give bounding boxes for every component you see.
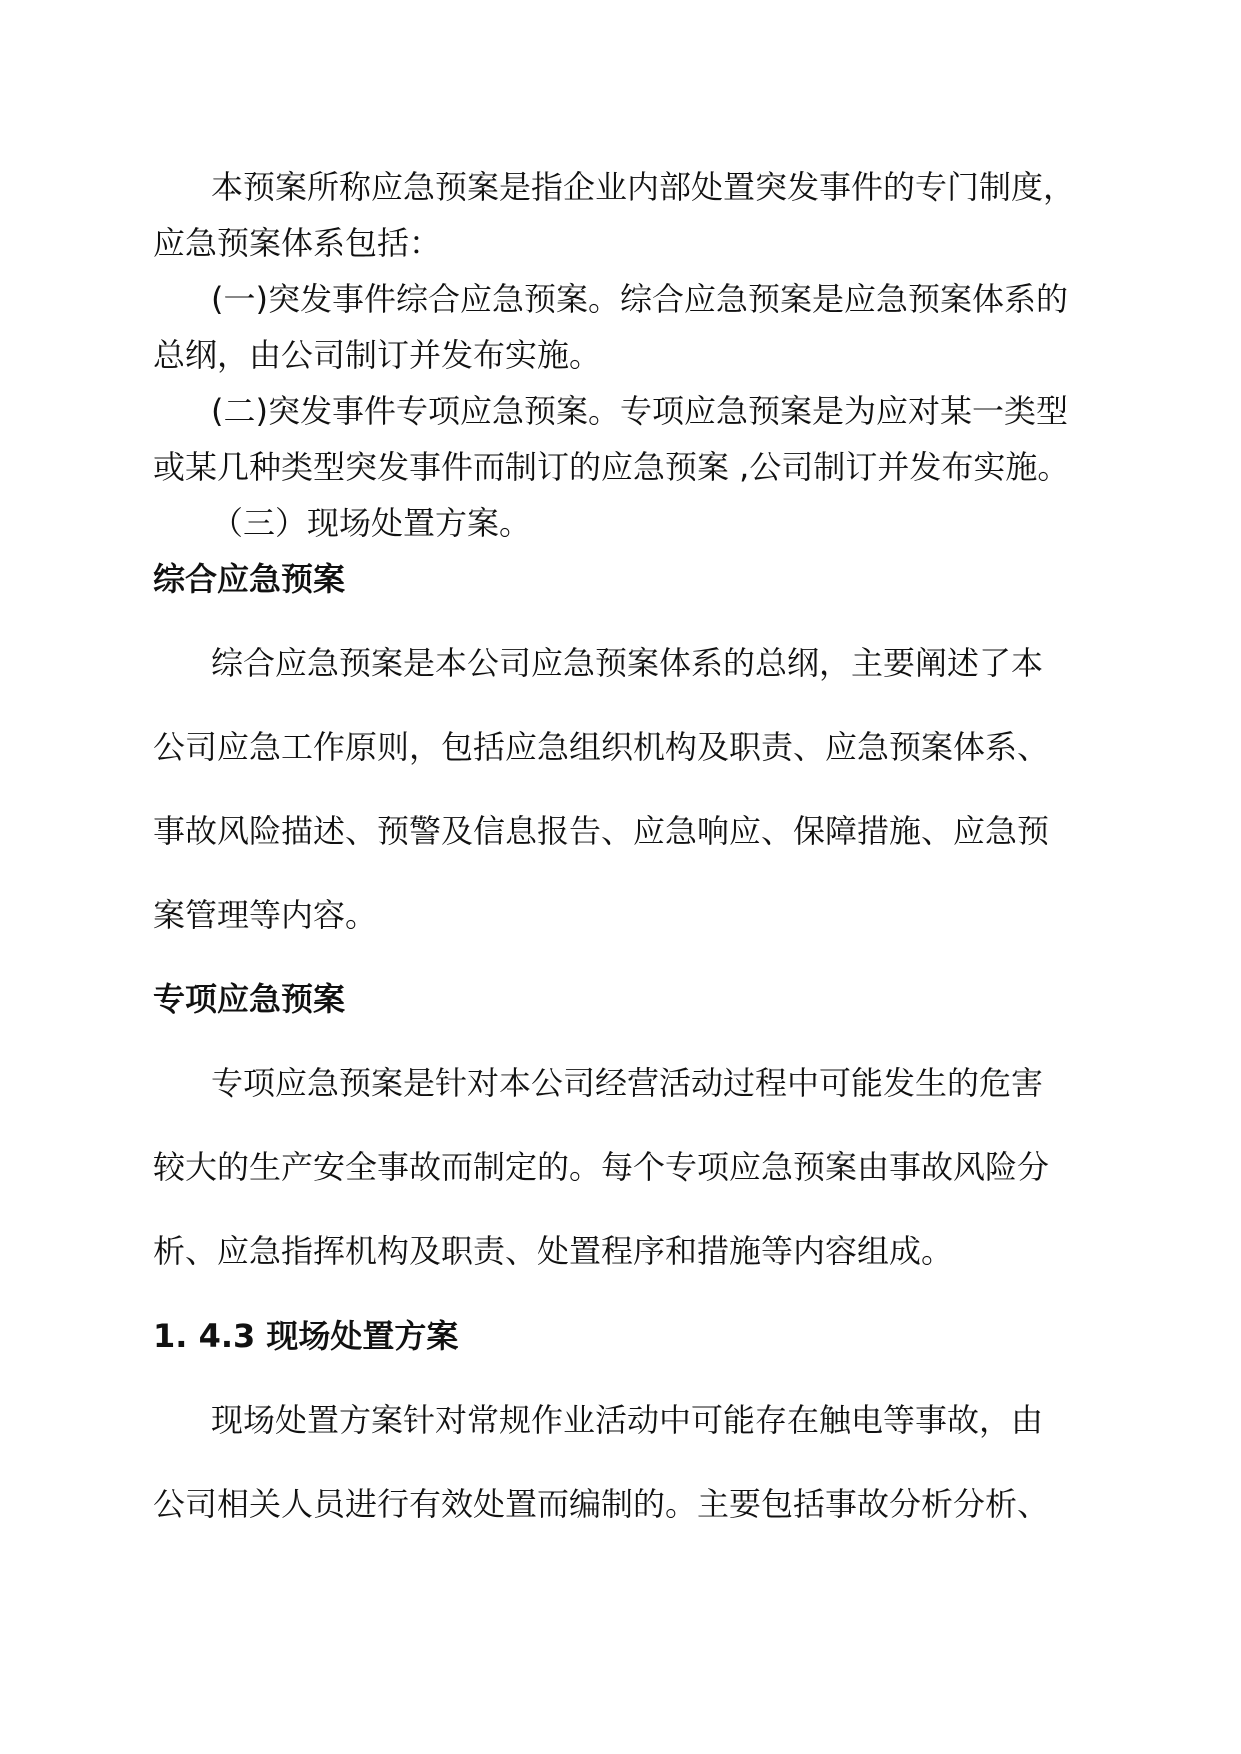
paragraph-line: 综合应急预案是本公司应急预案体系的总纲，主要阐述了本 [211, 644, 1044, 682]
paragraph-line: 公司相关人员进行有效处置而编制的。主要包括事故分析分析、 [153, 1485, 1050, 1523]
paragraph-line: 公司应急工作原则，包括应急组织机构及职责、应急预案体系、 [153, 728, 1050, 766]
paragraph-line: 专项应急预案是针对本公司经营活动过程中可能发生的危害 [211, 1064, 1044, 1102]
section-heading: 综合应急预案 [153, 560, 346, 598]
paragraph-line: (一)突发事件综合应急预案。综合应急预案是应急预案体系的 [211, 280, 1068, 318]
paragraph-line: 本预案所称应急预案是指企业内部处置突发事件的专门制度， [211, 168, 1076, 206]
paragraph-line: 现场处置方案针对常规作业活动中可能存在触电等事故，由 [211, 1401, 1044, 1439]
section-heading: 专项应急预案 [153, 980, 346, 1018]
paragraph-line: 案管理等内容。 [153, 896, 378, 934]
paragraph-line: 析、应急指挥机构及职责、处置程序和措施等内容组成。 [153, 1232, 954, 1270]
paragraph-line: (二)突发事件专项应急预案。专项应急预案是为应对某一类型 [211, 392, 1068, 430]
paragraph-line: 事故风险描述、预警及信息报告、应急响应、保障措施、应急预 [153, 812, 1050, 850]
paragraph-line: （三）现场处置方案。 [211, 504, 532, 542]
section-heading: 1. 4.3 现场处置方案 [153, 1317, 459, 1355]
paragraph-line: 应急预案体系包括： [153, 224, 442, 262]
paragraph-line: 较大的生产安全事故而制定的。每个专项应急预案由事故风险分 [153, 1148, 1050, 1186]
paragraph-line: 总纲，由公司制订并发布实施。 [153, 336, 602, 374]
paragraph-line: 或某几种类型突发事件而制订的应急预案 ,公司制订并发布实施。 [153, 448, 1070, 486]
